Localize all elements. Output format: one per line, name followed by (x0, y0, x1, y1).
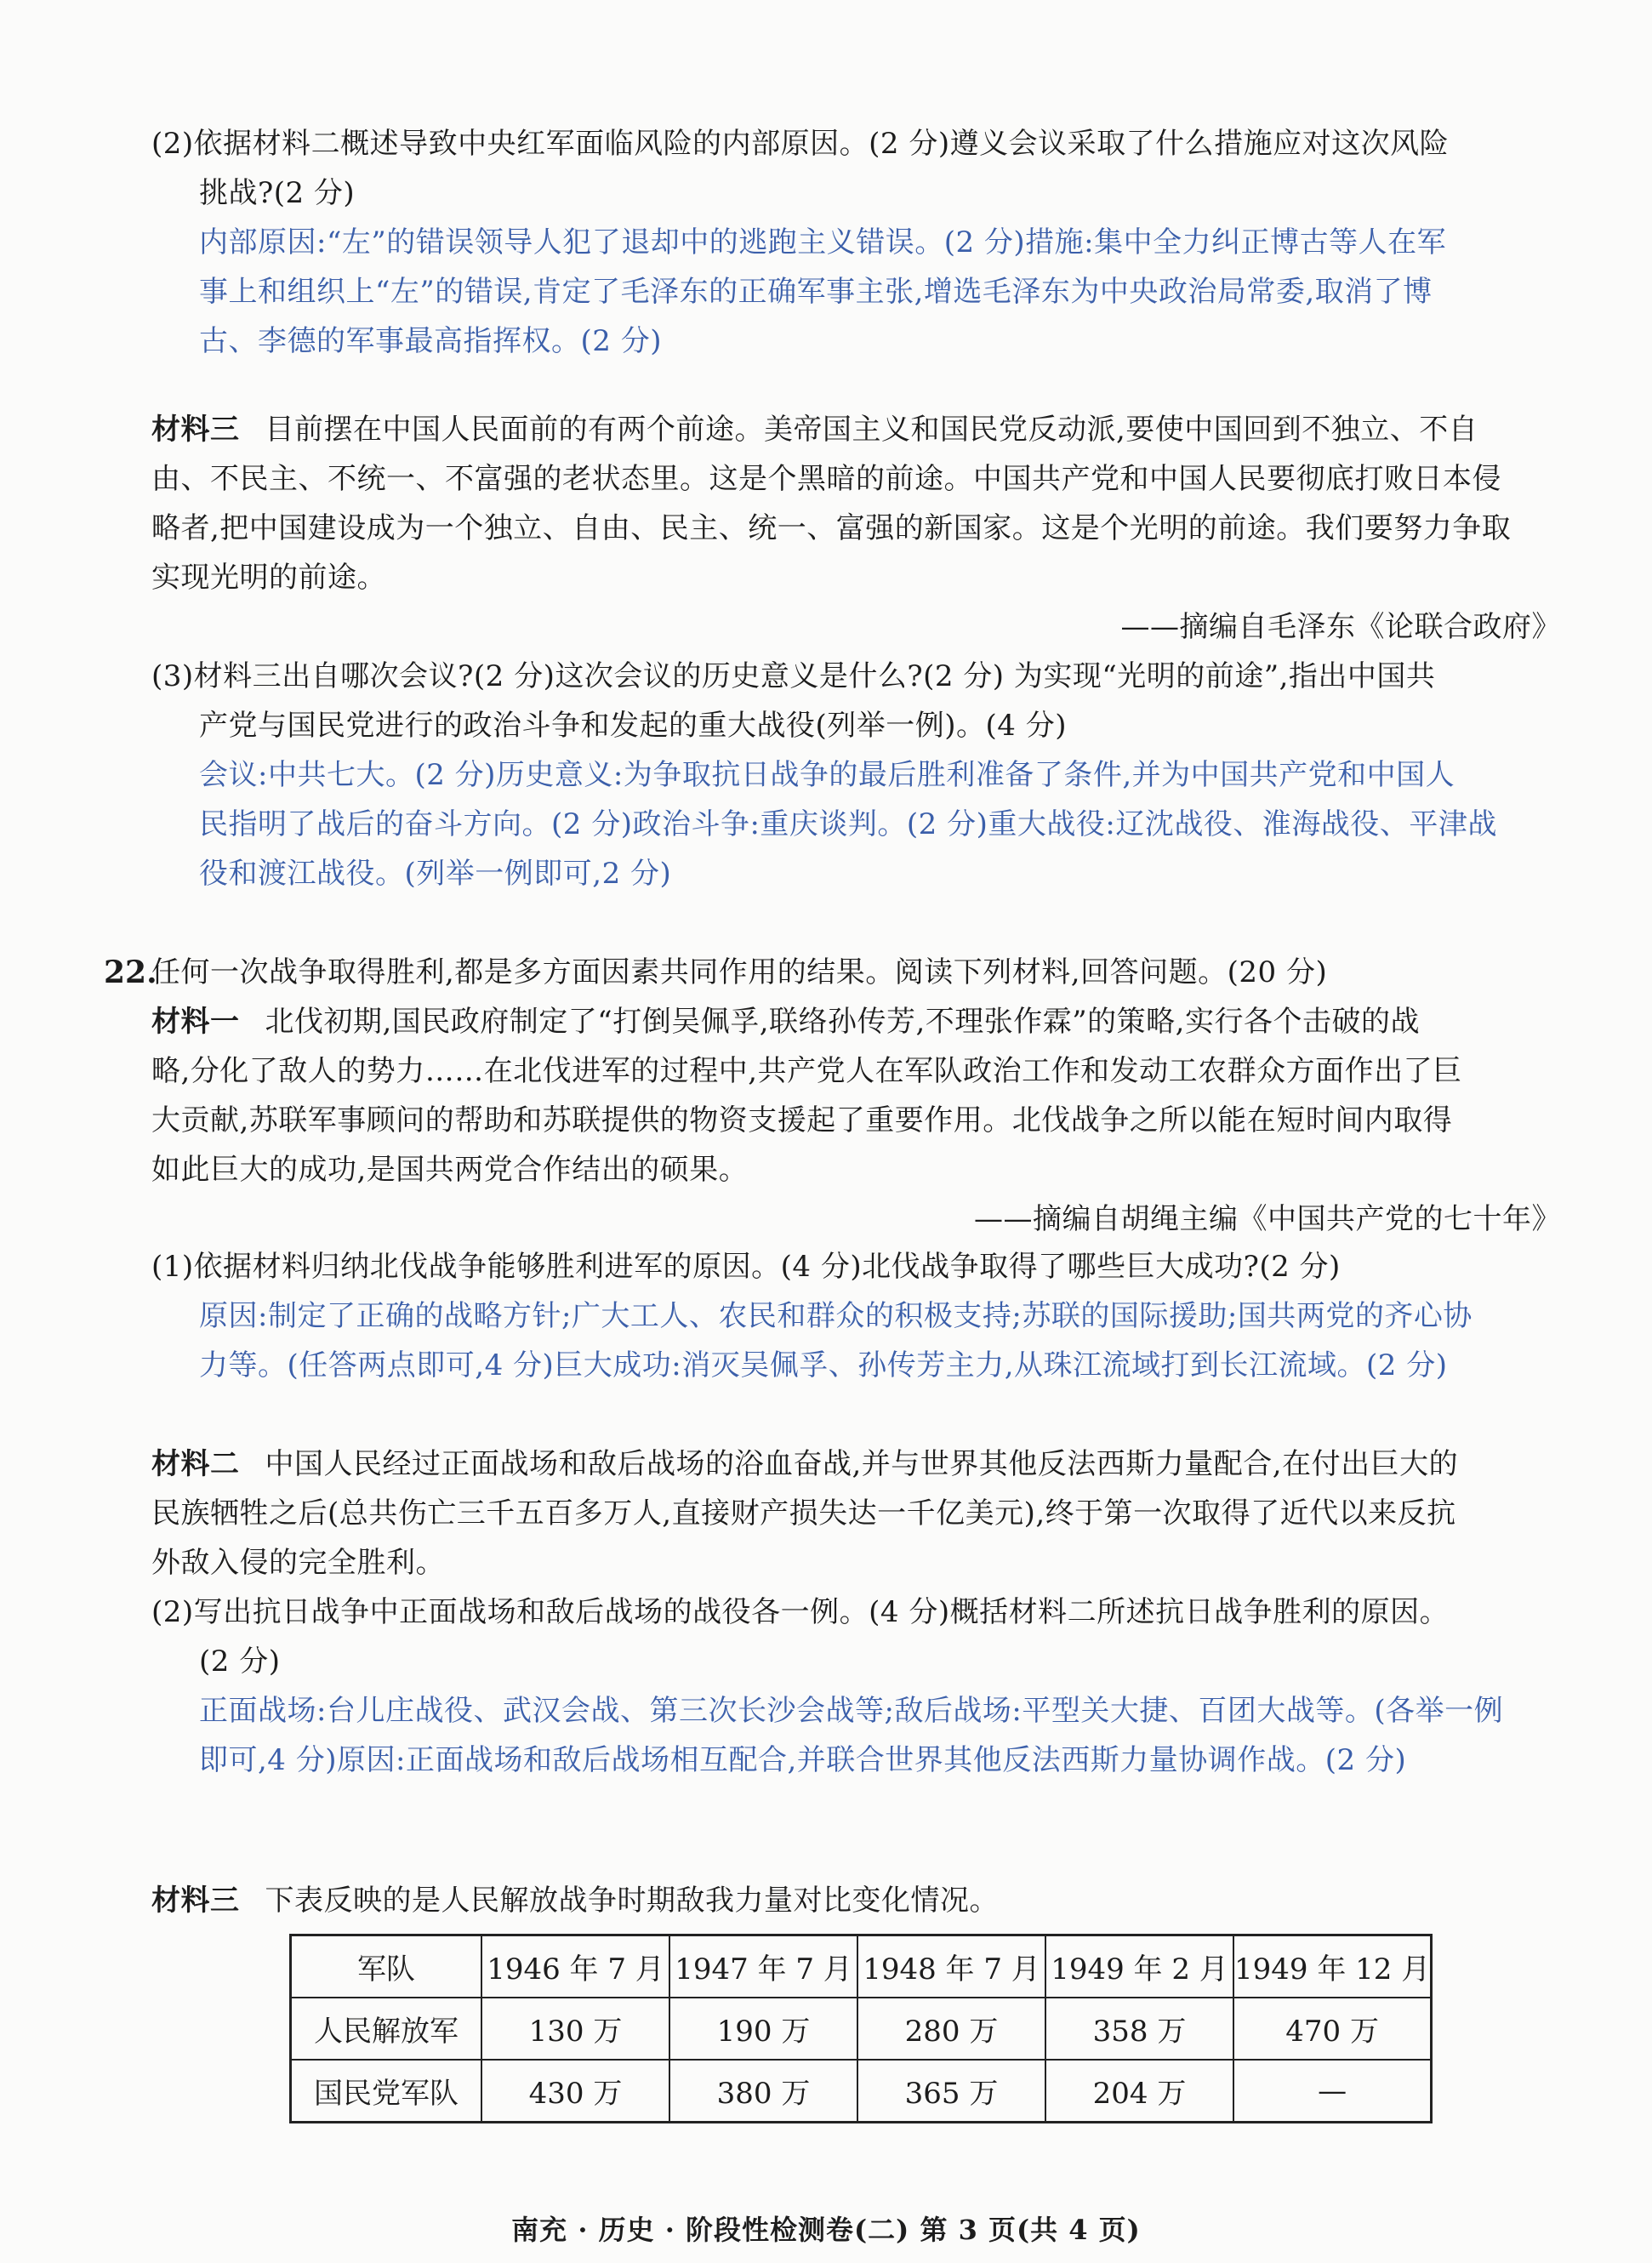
table-header-cell: 1947 年 7 月 (669, 1935, 857, 1998)
table-cell: 人民解放军 (291, 1998, 482, 2060)
material-text: 外敌入侵的完全胜利。 (151, 1546, 445, 1580)
table-row (291, 1998, 1432, 2060)
table-cell: 国民党军队 (291, 2060, 482, 2123)
q21-part2 (151, 119, 1568, 366)
material-source: ——摘编自胡绳主编《中国共产党的七十年》 (974, 1202, 1561, 1236)
table-header-cell: 军队 (291, 1935, 482, 1998)
q22-material1 (151, 997, 1568, 1244)
material-text: 如此巨大的成功,是国共两党合作结出的硕果。 (151, 1153, 749, 1187)
q21-material3 (151, 405, 1568, 652)
answer-line: 原因:制定了正确的战略方针;广大工人、农民和群众的积极支持;苏联的国际援助;国共两党的齐心协 (199, 1299, 1473, 1333)
material-text: 目前摆在中国人民面前的有两个前途。美帝国主义和国民党反动派,要使中国回到不独立、不自 (265, 413, 1478, 447)
table-header-row (291, 1935, 1432, 1998)
answer-line: 古、李德的军事最高指挥权。(2 分) (199, 324, 662, 358)
table-cell: 365 万 (857, 2060, 1045, 2123)
table-cell: 358 万 (1045, 1998, 1233, 2060)
answer-line: 即可,4 分)原因:正面战场和敌后战场相互配合,并联合世界其他反法西斯力量协调作战。(2 分) (199, 1743, 1407, 1777)
material-text: 大贡献,苏联军事顾问的帮助和苏联提供的物资支援起了重要作用。北伐战争之所以能在短时间内取得 (151, 1103, 1453, 1137)
material-text: 下表反映的是人民解放战争时期敌我力量对比变化情况。 (265, 1884, 999, 1918)
question-line: (2)写出抗日战争中正面战场和敌后战场的战役各一例。(4 分)概括材料二所述抗日战争胜利的原因。 (151, 1595, 1450, 1629)
q21-part3 (151, 652, 1568, 898)
answer-line: 内部原因:“左”的错误领导人犯了退却中的逃跑主义错误。(2 分)措施:集中全力纠正博古等人在军 (199, 225, 1447, 259)
material-text: 中国人民经过正面战场和敌后战场的浴血奋战,并与世界其他反法西斯力量配合,在付出巨大的 (265, 1447, 1459, 1481)
answer-line: 会议:中共七大。(2 分)历史意义:为争取抗日战争的最后胜利准备了条件,并为中国共产党和中国人 (199, 758, 1455, 792)
table-row (291, 2060, 1432, 2123)
q22-stem (151, 948, 1568, 997)
table-header-cell: 1948 年 7 月 (857, 1935, 1045, 1998)
question-line: (3)材料三出自哪次会议?(2 分)这次会议的历史意义是什么?(2 分) 为实现“光明的前途”,指出中国共 (151, 659, 1436, 693)
material-text: 由、不民主、不统一、不富强的老状态里。这是个黑暗的前途。中国共产党和中国人民要彻底打败日本侵 (151, 462, 1501, 496)
table-cell: 204 万 (1045, 2060, 1233, 2123)
material-text: 北伐初期,国民政府制定了“打倒吴佩孚,联络孙传芳,不理张作霖”的策略,实行各个击破的战 (265, 1005, 1420, 1039)
question-line: (2)依据材料二概述导致中央红军面临风险的内部原因。(2 分)遵义会议采取了什么措施应对这次风险 (151, 127, 1450, 161)
table-cell: 470 万 (1233, 1998, 1432, 2060)
material-label: 材料三 (151, 413, 240, 447)
page-footer: 南充 · 历史 · 阶段性检测卷(二) 第 3 页(共 4 页) (511, 2214, 1141, 2246)
table-cell: 430 万 (481, 2060, 669, 2123)
question-line: 挑战?(2 分) (199, 176, 356, 210)
q22-part2 (151, 1588, 1568, 1785)
answer-line: 役和渡江战役。(列举一例即可,2 分) (199, 857, 672, 891)
answer-line: 事上和组织上“左”的错误,肯定了毛泽东的正确军事主张,增选毛泽东为中央政治局常委,取消了博 (199, 275, 1433, 309)
forces-comparison-table (289, 1934, 1433, 2123)
q22-material2 (151, 1439, 1568, 1588)
answer-line: 正面战场:台儿庄战役、武汉会战、第三次长沙会战等;敌后战场:平型关大捷、百团大战等。(各举一例 (199, 1694, 1504, 1728)
answer-line: 力等。(任答两点即可,4 分)巨大成功:消灭吴佩孚、孙传芳主力,从珠江流域打到长江流域。(2 分) (199, 1348, 1448, 1382)
material-text: 略,分化了敌人的势力……在北伐进军的过程中,共产党人在军队政治工作和发动工农群众方面作出了巨 (151, 1054, 1462, 1088)
table-header-cell: 1949 年 2 月 (1045, 1935, 1233, 1998)
table-header-cell: 1946 年 7 月 (481, 1935, 669, 1998)
table-cell: 130 万 (481, 1998, 669, 2060)
table-cell: 280 万 (857, 1998, 1045, 2060)
q22-material3 (151, 1876, 1568, 1925)
material-source: ——摘编自毛泽东《论联合政府》 (1120, 610, 1561, 644)
table-cell: 380 万 (669, 2060, 857, 2123)
material-text: 民族牺牲之后(总共伤亡三千五百多万人,直接财产损失达一千亿美元),终于第一次取得了近代以来反抗 (151, 1496, 1456, 1531)
table-cell: — (1233, 2060, 1432, 2123)
question-number: 22. (104, 955, 157, 990)
table-header-cell: 1949 年 12 月 (1233, 1935, 1432, 1998)
material-text: 实现光明的前途。 (151, 561, 386, 595)
answer-line: 民指明了战后的奋斗方向。(2 分)政治斗争:重庆谈判。(2 分)重大战役:辽沈战役、淮海战役、平津战 (199, 807, 1497, 841)
table-cell: 190 万 (669, 1998, 857, 2060)
material-label: 材料二 (151, 1447, 240, 1481)
material-label: 材料一 (151, 1005, 240, 1039)
question-line: (1)依据材料归纳北伐战争能够胜利进军的原因。(4 分)北伐战争取得了哪些巨大成功?(2 分) (151, 1250, 1341, 1284)
question-stem: 任何一次战争取得胜利,都是多方面因素共同作用的结果。阅读下列材料,回答问题。(20 分) (151, 955, 1328, 989)
material-label: 材料三 (151, 1884, 240, 1918)
question-line: 产党与国民党进行的政治斗争和发起的重大战役(列举一例)。(4 分) (199, 709, 1067, 743)
question-line: (2 分) (199, 1645, 281, 1679)
q22-part1 (151, 1242, 1568, 1390)
material-text: 略者,把中国建设成为一个独立、自由、民主、统一、富强的新国家。这是个光明的前途。我们要努力争取 (151, 511, 1512, 545)
